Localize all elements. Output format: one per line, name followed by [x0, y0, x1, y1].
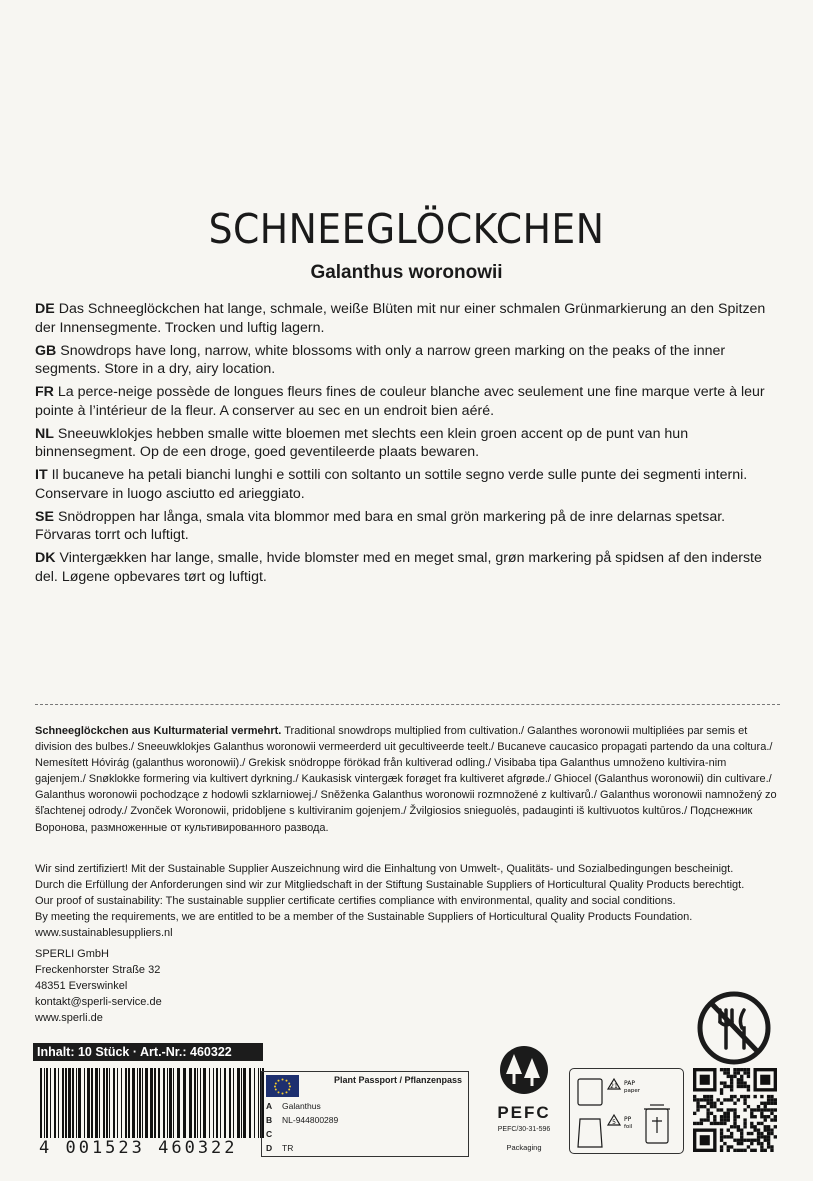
qr-code[interactable]	[693, 1068, 777, 1152]
lang-text: Sneeuwklokjes hebben smalle witte bloemen met slechts een klein groen accent op de punt van hun binnensegment. Op de een droge, goed geventileerde plaats bewaren.	[35, 425, 689, 460]
company-name: SPERLI GmbH	[35, 948, 109, 960]
lang-text: La perce-neige possède de longues fleurs fines de couleur blanche avec seulement une fine marque verte à leur pointe à l’intérieur de la fleur. A conserver au sec en un endroit bien aéré.	[35, 384, 765, 419]
pefc-trees-icon	[494, 1044, 554, 1096]
lang-code: DE	[35, 301, 55, 317]
description-gb	[35, 342, 780, 379]
pefc-packaging-label: Packaging	[506, 1143, 542, 1152]
product-botanical-name: Galanthus woronowii	[310, 262, 503, 283]
pefc-word: PEFC	[497, 1103, 551, 1122]
svg-text:PAP: PAP	[624, 1080, 635, 1087]
lang-text: Il bucaneve ha petali bianchi lunghi e sottili con soltanto un sottile segno verde sulle punte dei segmenti interni. Conservare in luogo asciutto ed arieggiato.	[35, 467, 748, 502]
lang-text: Das Schneeglöckchen hat lange, schmale, weiße Blüten mit nur einer schmalen Grünmarkierung an den Spitzen der Innensegmente. Trocken und luftig lagern.	[35, 301, 766, 336]
language-descriptions	[35, 300, 780, 591]
street: Freckenhorster Straße 32	[35, 964, 161, 977]
company-address	[35, 946, 335, 1026]
description-fr	[35, 383, 780, 420]
passport-row: D TR	[266, 1143, 294, 1153]
description-dk	[35, 549, 780, 586]
lang-text: Snowdrops have long, narrow, white blossoms with only a narrow green marking on the peaks of the inner segments. Store in a dry, airy location.	[35, 342, 726, 377]
cert-line: Wir sind zertifiziert! Mit der Sustainable Supplier Auszeichnung wird die Einhaltung von Umwelt-, Qualitäts- und Sozialbedingungen bescheinigt.	[35, 863, 734, 875]
origin-text: Traditional snowdrops multiplied from cultivation./ Galanthes woronowii multipliées par semis et division des bulbes./ Sneeuwklokjes Galanthus woronowii vermeerderd uit gecultiveerde teelt./ Bucaneve caucasico propagati partendo da una coltura./ Nemesített Hóvirág (galanthus woronowii)./ Grekisk snödroppe förökad från kultiverad odling./ Visibaba tipa Galanthus umnoženo kultivira-nim gajenjem./ Snøklokke formering via kultivert dyrkning./ Kaukasisk vintergæk forøget fra kultiveret afgrøde./ Ghiocel (Galanthus woronowii) din cultivare./ Galanthus woronowii pochodzące z hodowli szklarniowej./ Sněženka Galanthus woronowii rozmnožené z kultivarů./ Galanthus woronowii namnožený zo šľachtenej odrody./ Zvonček Woronowii, pridobljene s kultiviranim gojenjem./ Žvilgiosios snieguolės, padauginti iš kultivuotos kultūros./ Подснежник Воронова, размноженные от культивированного развода.	[35, 725, 777, 834]
not-edible-icon	[696, 990, 772, 1066]
origin-heading: Schneeglöckchen aus Kulturmaterial vermehrt.	[35, 725, 282, 737]
cert-line: By meeting the requirements, we are entitled to be a member of the Sustainable Suppliers of Horticultural Quality Products Foundation.	[35, 911, 693, 924]
passport-row: A Galanthus	[266, 1101, 321, 1111]
svg-text:PP: PP	[624, 1116, 632, 1123]
svg-text:foil: foil	[624, 1124, 633, 1130]
email: kontakt@sperli-service.de	[35, 996, 162, 1009]
cert-line: Our proof of sustainability: The sustainable supplier certificate certifies compliance with environmental, quality and social conditions.	[35, 895, 676, 908]
recycling-info	[569, 1068, 684, 1154]
website: www.sperli.de	[35, 1012, 103, 1025]
passport-row: B NL-944800289	[266, 1115, 339, 1125]
lang-code: DK	[35, 550, 56, 566]
recycling-icons	[570, 1069, 685, 1155]
description-nl	[35, 425, 780, 462]
lang-text: Snödroppen har långa, smala vita blommor med bara en smal grön markering på de inre delarnas spetsar. Förvaras torrt och luftigt.	[35, 508, 726, 543]
origin-statement	[35, 723, 780, 836]
passport-row: C	[266, 1129, 273, 1139]
svg-text:paper: paper	[624, 1088, 640, 1094]
description-de	[35, 300, 780, 337]
lang-code: SE	[35, 508, 54, 525]
svg-text:21: 21	[610, 1083, 618, 1090]
certification-text	[35, 861, 780, 941]
description-se	[35, 508, 780, 545]
lang-code: NL	[35, 425, 54, 442]
barcode-digits: 4 001523 460322	[39, 1138, 269, 1158]
lang-code: GB	[35, 342, 57, 359]
plant-passport	[261, 1071, 469, 1157]
product-title: SCHNEEGLÖCKCHEN	[208, 205, 605, 253]
lang-text: Vintergækken har lange, smalle, hvide blomster med en meget smal, grøn markering på spidsen af den inderste del. Løgene opbevares tørt og luftigt.	[35, 550, 762, 585]
city: 48351 Everswinkel	[35, 980, 128, 993]
cert-line: Durch die Erfüllung der Anforderungen sind wir zur Mitgliedschaft in der Stiftung Sustainable Suppliers of Horticultural Quality Products berechtigt.	[35, 879, 745, 892]
lang-code: FR	[35, 384, 54, 400]
dashed-divider	[35, 704, 780, 705]
pefc-code: PEFC/30-31-596	[497, 1126, 551, 1133]
content-info-bar: Inhalt: 10 Stück · Art.-Nr.: 460322	[33, 1043, 263, 1061]
passport-title: Plant Passport / Pflanzenpass	[333, 1075, 462, 1085]
svg-text:5: 5	[612, 1119, 616, 1126]
cert-url: www.sustainablesuppliers.nl	[35, 927, 173, 940]
pefc-logo	[484, 1044, 564, 1154]
lang-code: IT	[35, 467, 48, 483]
eu-flag-icon	[266, 1075, 299, 1097]
description-it	[35, 466, 780, 503]
